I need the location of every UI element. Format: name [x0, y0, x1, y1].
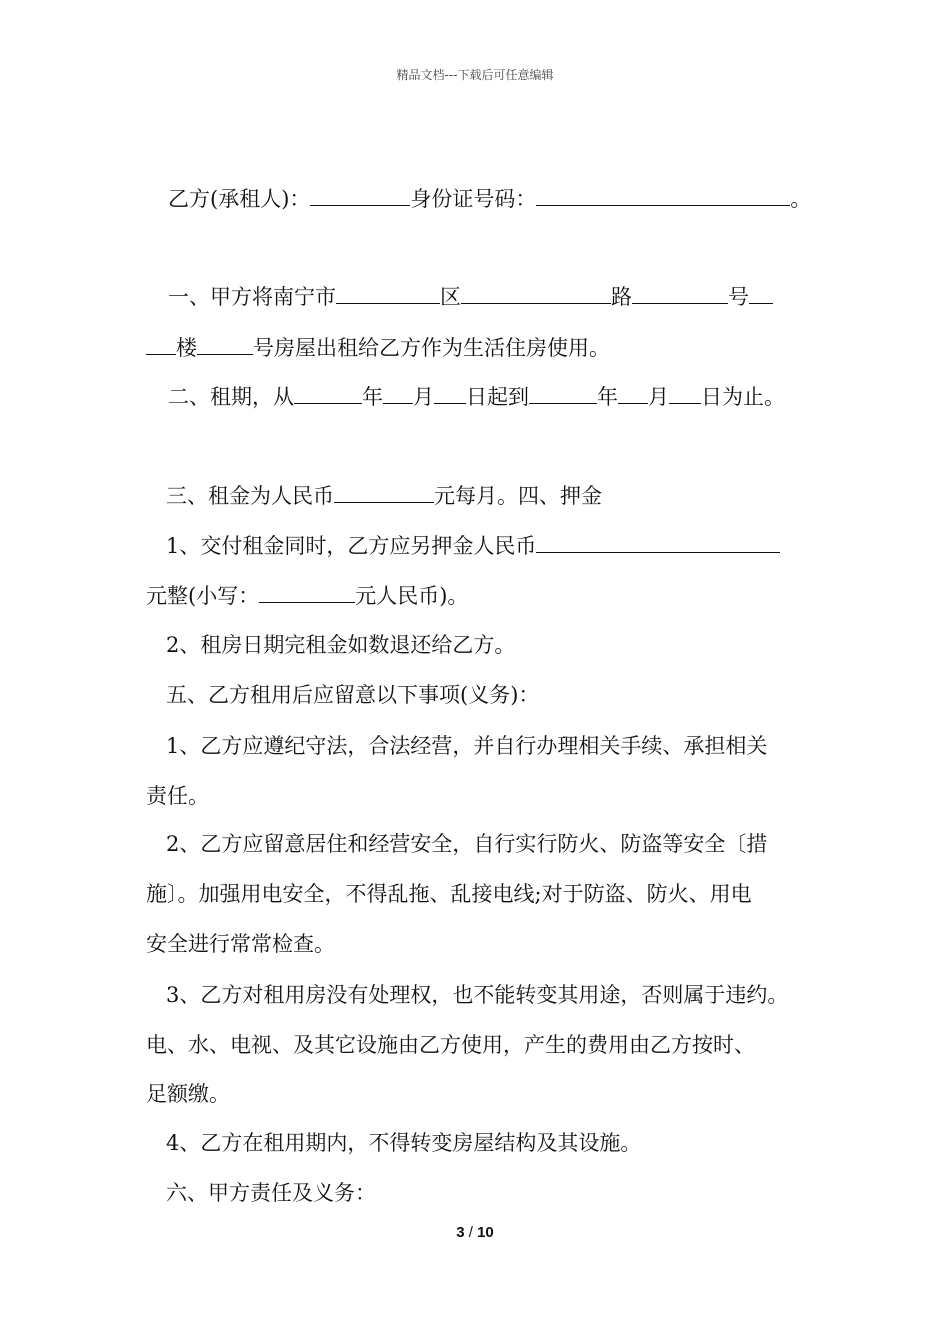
month2-blank: [618, 383, 648, 404]
day-from-text: 日起到: [466, 385, 529, 409]
section1-rest: 号房屋出租给乙方作为生活住房使用。: [253, 336, 610, 360]
section1-line1: [168, 282, 773, 312]
road-text: 路: [611, 285, 632, 309]
deposit-item1-cont: [146, 581, 468, 611]
party-b-end: 。: [790, 187, 812, 211]
section5-title: 五、乙方租用后应留意以下事项(义务)：: [166, 683, 540, 707]
deposit-amount-blank: [536, 532, 780, 553]
deposit-item2: 2、租房日期完租金如数退还给乙方。: [166, 633, 516, 657]
section5-item2-l3: 安全进行常常检查。: [146, 932, 335, 956]
month2-text: 月: [648, 385, 669, 409]
section6-title: 六、甲方责任及义务：: [166, 1181, 376, 1205]
section3-text: 三、租金为人民币: [166, 484, 334, 508]
deposit-cont-a: 元整(小写：: [146, 584, 260, 608]
id-label: 身份证号码：: [410, 187, 537, 211]
year-text: 年: [362, 385, 383, 409]
page-total: 10: [477, 1224, 494, 1241]
floor-blank: [197, 334, 253, 355]
party-b-label: 乙方(承租人)：: [168, 187, 311, 211]
day-blank: [434, 383, 466, 404]
section5-item2-l1: 2、乙方应留意居住和经营安全，自行实行防火、防盗等安全〔措: [166, 832, 768, 856]
section2-line: [168, 382, 785, 412]
section2-text: 二、租期，从: [168, 385, 294, 409]
page-separator: /: [468, 1224, 473, 1241]
section5-item1-l1: 1、乙方应遵纪守法，合法经营，并自行办理相关手续、承担相关: [166, 734, 768, 758]
section1-line2: [146, 333, 610, 363]
number-blank: [749, 283, 773, 304]
number-text: 号: [728, 285, 749, 309]
section5-item3-l3: 足额缴。: [146, 1082, 230, 1106]
section5-item3-l1: 3、乙方对租用房没有处理权，也不能转变其用途，否则属于违约。: [166, 983, 789, 1007]
page-header: 精品文档---下载后可任意编辑: [396, 68, 554, 82]
deposit-small-blank: [259, 582, 355, 603]
section5-item4: 4、乙方在租用期内，不得转变房屋结构及其设施。: [166, 1131, 642, 1155]
floor-text: 楼: [176, 336, 197, 360]
deposit-cont-b: 元人民币)。: [355, 584, 469, 608]
name-blank: [310, 185, 410, 206]
section1-text: 一、甲方将南宁市: [168, 285, 336, 309]
year2-text: 年: [597, 385, 618, 409]
building-blank: [146, 334, 176, 355]
page-current: 3: [456, 1224, 465, 1241]
id-blank: [536, 185, 790, 206]
day-to-text: 日为止。: [701, 385, 785, 409]
deposit-item1: [166, 531, 780, 561]
section5-item2-l2: 施〕。加强用电安全，不得乱拖、乱接电线;对于防盗、防火、用电: [146, 882, 752, 906]
day2-blank: [669, 383, 701, 404]
section3-rest: 元每月。四、押金: [434, 484, 602, 508]
rent-blank: [334, 482, 434, 503]
party-b-line: [168, 184, 811, 214]
city-blank: [336, 283, 440, 304]
page-number: [0, 1224, 950, 1241]
section3-line: [166, 481, 602, 511]
section5-item3-l2: 电、水、电视、及其它设施由乙方使用，产生的费用由乙方按时、: [146, 1033, 755, 1057]
month-blank: [383, 383, 413, 404]
year-blank: [294, 383, 362, 404]
district-text: 区: [440, 285, 461, 309]
month-text: 月: [413, 385, 434, 409]
road-blank: [632, 283, 728, 304]
deposit-item1-text: 1、交付租金同时，乙方应另押金人民币: [166, 534, 537, 558]
year2-blank: [529, 383, 597, 404]
district-blank: [461, 283, 611, 304]
section5-item1-l2: 责任。: [146, 784, 209, 808]
